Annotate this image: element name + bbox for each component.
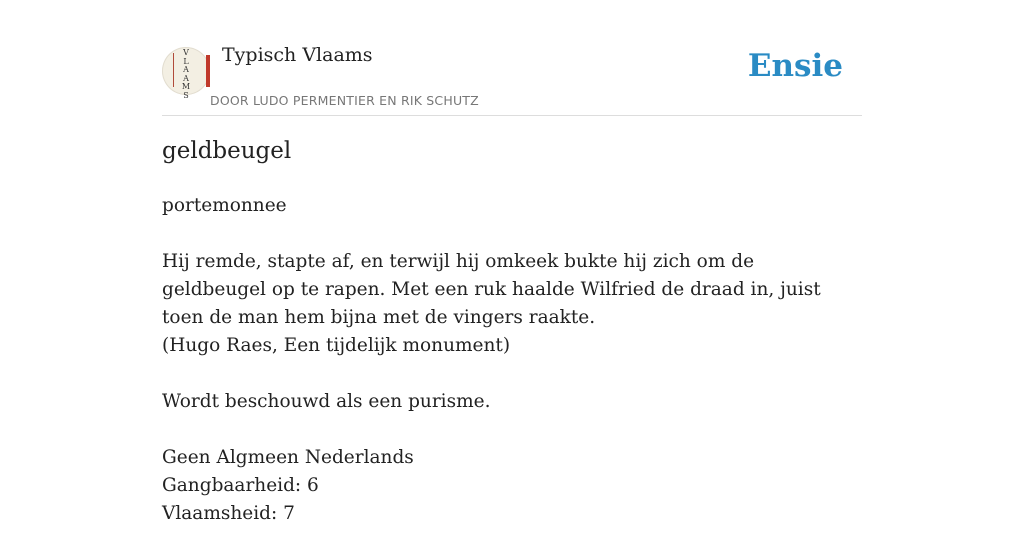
ensie-logo-link[interactable]: Ensie: [747, 48, 843, 84]
entry-vlaamsheid: Vlaamsheid: 7: [162, 503, 295, 524]
entry-quote-source: (Hugo Raes, Een tijdelijk monument): [162, 335, 511, 356]
cover-lettering: V L A A M S: [181, 48, 191, 100]
entry-content: [162, 192, 862, 556]
entry-quote-block: [162, 248, 862, 360]
cover-decoration-line: [173, 53, 174, 87]
entry-gangbaarheid: Gangbaarheid: 6: [162, 475, 319, 496]
entry-note: Wordt beschouwd als een purisme.: [162, 391, 491, 412]
book-cover-thumbnail[interactable]: [162, 47, 210, 100]
book-authors: DOOR LUDO PERMENTIER EN RIK SCHUTZ: [210, 93, 479, 108]
page: [162, 0, 862, 524]
entry-title: geldbeugel: [162, 138, 292, 164]
entry-definition: portemonnee: [162, 195, 287, 216]
header: [162, 0, 862, 116]
cover-red-stripe: [206, 55, 210, 87]
entry-status: Geen Algmeen Nederlands: [162, 447, 414, 468]
book-title[interactable]: Typisch Vlaams: [222, 44, 373, 66]
entry-meta: [162, 444, 862, 528]
entry-quote: Hij remde, stapte af, en terwijl hij omkeek bukte hij zich om de geldbeugel op te rapen. Met een ruk haalde Wilfried de draad in, juist toen de man hem bijna met de vingers raakte.: [162, 251, 821, 328]
